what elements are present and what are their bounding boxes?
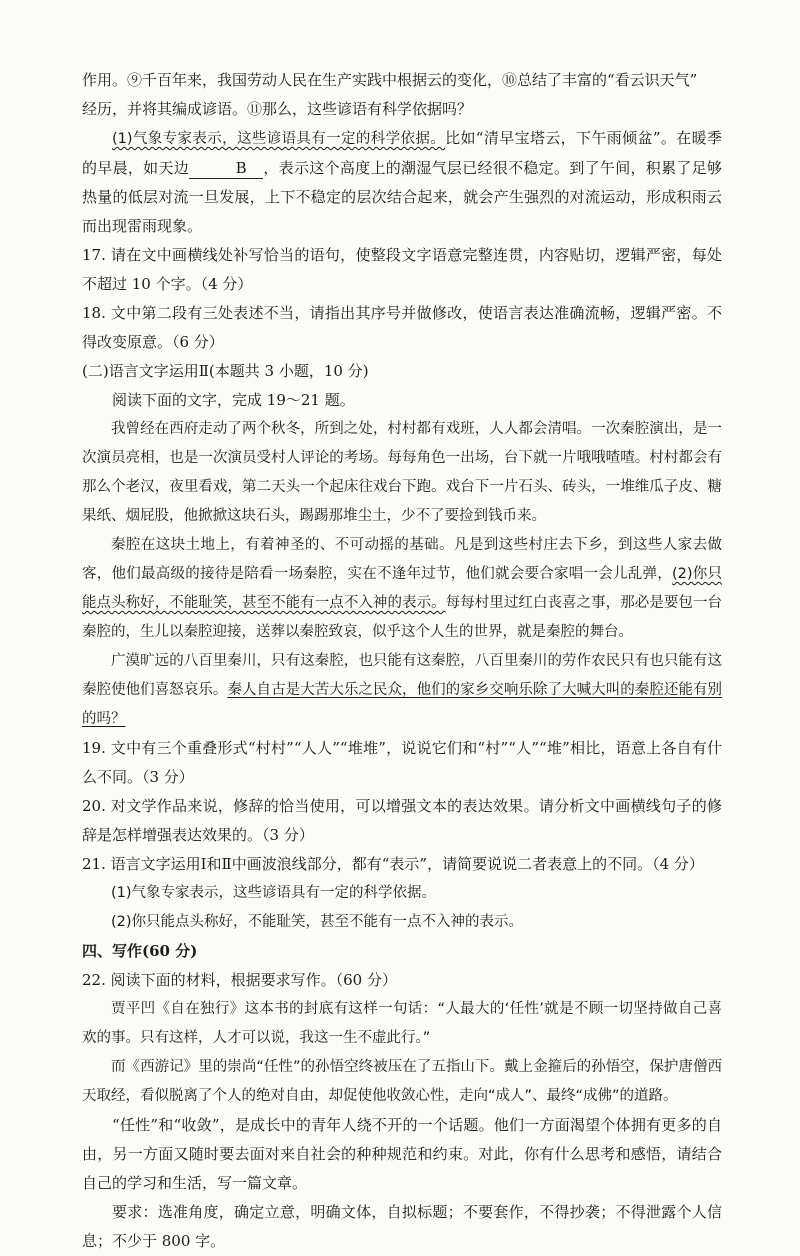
- section-heading-writing: 四、写作(60 分): [82, 942, 198, 960]
- article-paragraph-3: [82, 647, 722, 734]
- material-paragraph-3: “任性”和“收敛”，是成长中的青年人绕不开的一个话题。他们一方面渴望个体拥有更多的自由，另一方面又随时要去面对来自社会的种种规范和约束。对此，你有什么思考和感悟，请结合自己的学习和生活，写一篇文章。: [82, 1116, 722, 1192]
- material-paragraph-2: 而《西游记》里的崇尚“任性”的孙悟空终被压在了五指山下。戴上金箍后的孙悟空，保护唐僧西天取经，看似脱离了个人的绝对自由，却促使他收敛心性，走向“成人”、最终“成佛”的道路。: [82, 1059, 722, 1104]
- article-text: 广漠旷远的八百里秦川，只有这秦腔，也只能有这秦腔，八百里秦川的劳作农民只有也只能有这秦腔使他们喜怒哀乐。: [82, 653, 722, 698]
- wavy-underlined-sentence: (2)你只能点头称好，不能耻笑，甚至不能有一点不入神的表示。: [82, 566, 722, 611]
- question-22: 22. 阅读下面的材料，根据要求写作。（60 分）: [82, 971, 397, 989]
- passage-text: 作用。⑨千百年来，我国劳动人民在生产实践中根据云的变化，⑩总结了丰富的“看云识天气”: [82, 71, 698, 89]
- passage-line: [82, 66, 722, 124]
- writing-requirements: 要求：选准角度，确定立意，明确文体，自拟标题；不要套作，不得抄袭；不得泄露个人信息；不少于 800 字。: [82, 1203, 722, 1250]
- passage-text: 比如“清早宝塔云，下午雨倾盆”。在暖季的早晨，如天边: [82, 129, 722, 177]
- question-18: 18. 文中第二段有三处表述不当，请指出其序号并做修改，使语言表达准确流畅，逻辑严密。不得改变原意。（6 分）: [82, 304, 722, 351]
- article-text: 秦腔在这块土地上，有着神圣的、不可动摇的基础。凡是到这些村庄去下乡，到这些人家去做客，他们最高级的接待是陪看一场秦腔，实在不逢年过节，他们就会要合家唱一会儿乱弹，: [82, 537, 722, 582]
- passage-paragraph-weather: [82, 124, 722, 241]
- question-21-item-1: (1)气象专家表示，这些谚语具有一定的科学依据。: [111, 885, 437, 901]
- section-heading-2: (二)语言文字运用Ⅱ(本题共 3 小题，10 分): [82, 362, 369, 380]
- question-21: 21. 语言文字运用Ⅰ和Ⅱ中画波浪线部分，都有“表示”，请简要说说二者表意上的不同。（4 分）: [82, 855, 704, 873]
- passage-text: ，表示这个高度上的潮湿气层已经很不稳定。到了午间，积累了足够热量的低层对流一旦发展，上下不稳定的层次结合起来，就会产生强烈的对流运动，形成积雨云而出现雷雨现象。: [82, 159, 722, 235]
- article-text: 每每村里过红白丧喜之事，那必是要包一台秦腔的，生儿以秦腔迎接，送葬以秦腔致哀，似乎这个人生的世界，就是秦腔的舞台。: [82, 595, 723, 640]
- material-paragraph-1: 贾平凹《自在独行》这本书的封底有这样一句话：“人最大的‘任性’就是不顾一切坚持做自己喜欢的事。只有这样，人才可以说，我这一生不虚此行。”: [82, 1001, 722, 1046]
- article-paragraph-1: 我曾经在西府走动了两个秋冬，所到之处，村村都有戏班，人人都会清唱。一次秦腔演出，是一次演员亮相，也是一次演员受村人评论的考场。每每角色一出场，台下就一片哦哦喳喳。村村都会有那么个老汉，夜里看戏，第二天头一个起床往戏台下跑。戏台下一片石头、砖头，一堆维瓜子皮、糖果纸、烟屁股，他掀掀这块石头，踢踢那堆尘土，少不了要捡到钱币来。: [82, 421, 722, 524]
- wavy-underlined-sentence: (1)气象专家表示，这些谚语具有一定的科学依据。: [112, 131, 446, 147]
- underlined-sentence: 秦人自古是大苦大乐之民众，他们的家乡交响乐除了大喊大叫的秦腔还能有别的吗？: [82, 682, 723, 727]
- question-20: 20. 对文学作品来说，修辞的恰当使用，可以增强文本的表达效果。请分析文中画横线句子的修辞是怎样增强表达效果的。（3 分）: [82, 797, 722, 844]
- question-21-item-2: (2)你只能点头称好，不能耻笑，甚至不能有一点不入神的表示。: [111, 914, 524, 930]
- reading-instruction: 阅读下面的文字，完成 19～21 题。: [112, 391, 355, 409]
- question-19: 19. 文中有三个重叠形式“村村”“人人”“堆堆”，说说它们和“村”“人”“堆”相比，语意上各自有什么不同。（3 分）: [82, 739, 722, 786]
- article-paragraph-2: [82, 531, 722, 647]
- question-17: 17. 请在文中画横线处补写恰当的语句，使整段文字语意完整连贯，内容贴切，逻辑严密，每处不超过 10 个字。（4 分）: [82, 246, 722, 293]
- passage-text: 经历，并将其编成谚语。⑪那么，这些谚语有科学依据吗？: [82, 100, 473, 118]
- fill-blank-b: B: [189, 158, 263, 179]
